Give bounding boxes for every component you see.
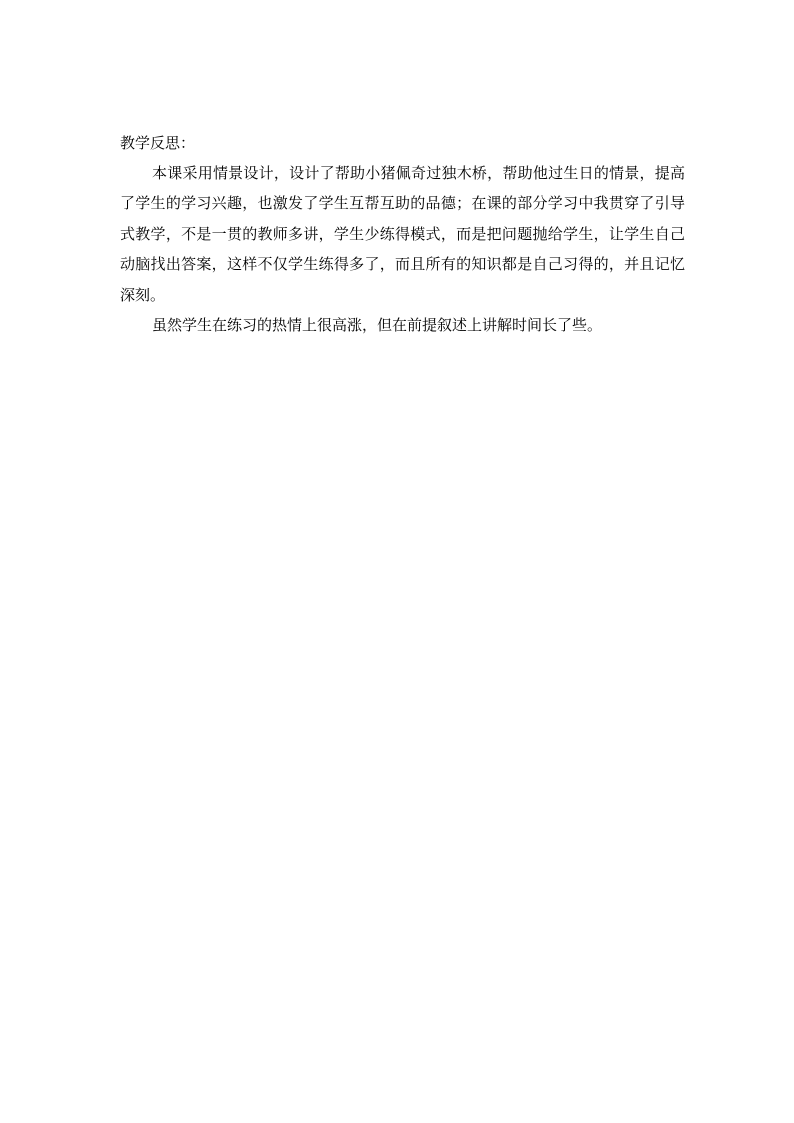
paragraph-reflection: 本课采用情景设计，设计了帮助小猪佩奇过独木桥，帮助他过生日的情景，提高了学生的学习兴趣，也激发了学生互帮互助的品德；在课的部分学习中我贯穿了引导式教学，不是一贯的教师多讲，学生少练得模式，而是把问题抛给学生，让学生自己动脑找出答案，这样不仅学生练得多了，而且所有的知识都是自己习得的，并且记忆深刻。 (120, 164, 685, 304)
section-heading: 教学反思： (120, 134, 196, 152)
paragraph-improvement: 虽然学生在练习的热情上很高涨，但在前提叙述上讲解时间长了些。 (152, 316, 603, 335)
document-body (120, 129, 685, 340)
